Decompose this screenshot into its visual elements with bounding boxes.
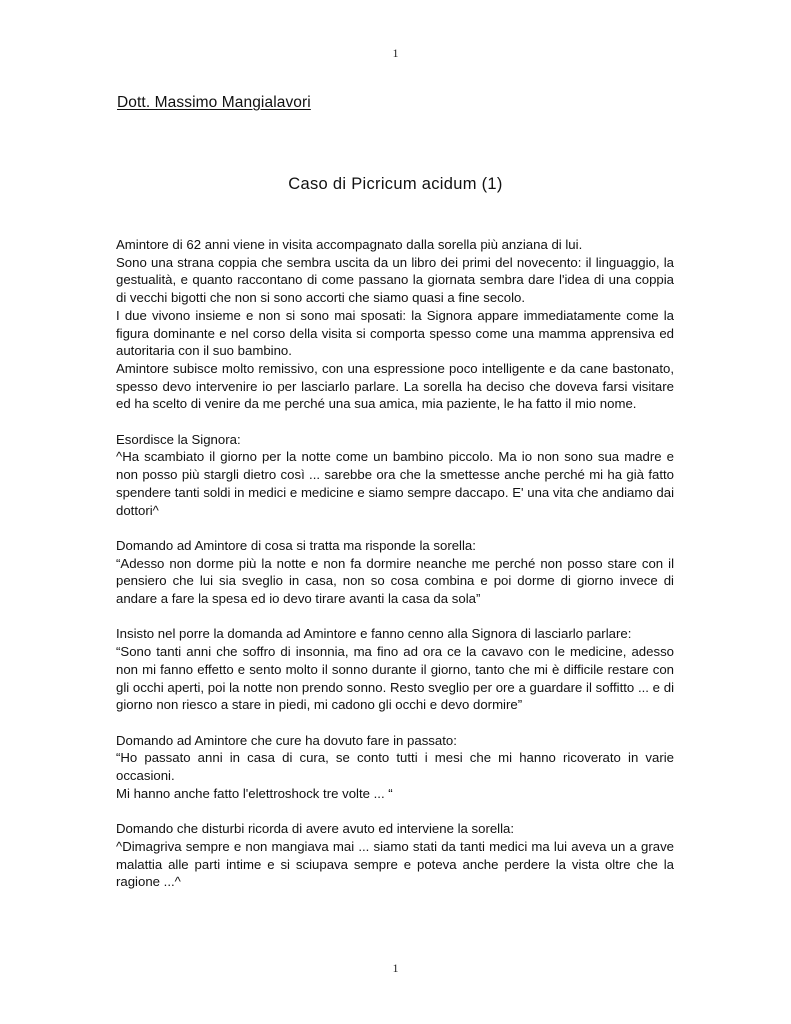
paragraph: Sono una strana coppia che sembra uscita da un libro dei primi del novecento: il linguaggio, la gestualità, e quanto raccontano di come passano la giornata sembra dare l'idea di una coppia di vecchi bigotti che non si sono accorti che siamo quasi a fine secolo. (116, 254, 674, 306)
paragraph-gap (116, 413, 674, 431)
paragraph: “Sono tanti anni che soffro di insonnia, ma fino ad ora ce la cavavo con le medicine, adesso non mi fanno effetto e sento molto il sonno durante il giorno, tanto che mi è difficile restare con gli occhi aperti, poi la notte non prendo sonno. Resto sveglio per ore a guardare il soffitto ... e di giorno non riesco a stare in piedi, mi cadono gli occhi e devo dormire” (116, 644, 674, 713)
paragraph-gap (116, 608, 674, 626)
paragraph: Amintore subisce molto remissivo, con una espressione poco intelligente e da cane bastonato, spesso devo intervenire io per lasciarlo parlare. La sorella ha deciso che doveva farsi visitare ed ha scelto di venire da me perché una sua amica, mia paziente, le ha fatto il mio nome. (116, 360, 674, 412)
paragraph-gap (116, 714, 674, 732)
author-name: Dott. Massimo Mangialavori (117, 94, 311, 111)
document-body (116, 236, 674, 891)
page-number-bottom: 1 (392, 961, 399, 975)
page-number-top: 1 (392, 46, 399, 60)
paragraph: Amintore di 62 anni viene in visita accompagnato dalla sorella più anziana di lui. (116, 237, 583, 252)
paragraph: Insisto nel porre la domanda ad Amintore e fanno cenno alla Signora di lasciarlo parlare: (116, 626, 632, 642)
paragraph: “Ho passato anni in casa di cura, se conto tutti i mesi che mi hanno ricoverato in varie occasioni. (116, 750, 674, 784)
paragraph: I due vivono insieme e non si sono mai sposati: la Signora appare immediatamente come la figura dominante e nel corso della visita si comporta spesso come una mamma apprensiva ed autoritaria con il suo bambino. (116, 307, 674, 359)
paragraph: Esordisce la Signora: (116, 431, 241, 447)
paragraph: Domando che disturbi ricorda di avere avuto ed interviene la sorella: (116, 821, 515, 837)
paragraph: “Adesso non dorme più la notte e non fa dormire neanche me perché non posso stare con il pensiero che lui sia sveglio in casa, non so cosa combina e poi dorme di giorno invece di andare a fare la spesa ed io devo tirare avanti la casa da sola” (116, 555, 674, 607)
document-title: Caso di Picricum acidum (1) (288, 175, 503, 193)
paragraph: Domando ad Amintore di cosa si tratta ma risponde la sorella: (116, 537, 476, 553)
paragraph-gap (116, 802, 674, 820)
paragraph: Domando ad Amintore che cure ha dovuto fare in passato: (116, 732, 457, 748)
paragraph: ^Dimagriva sempre e non mangiava mai ... siamo stati da tanti medici ma lui aveva un a grave malattia alle parti intime e si sciupava sempre e poteva anche perdere la vista oltre che la ragione ...^ (116, 838, 674, 890)
paragraph: Mi hanno anche fatto l'elettroshock tre volte ... “ (116, 785, 393, 801)
paragraph-gap (116, 519, 674, 537)
paragraph: ^Ha scambiato il giorno per la notte come un bambino piccolo. Ma io non sono sua madre e non posso più stargli dietro così ... sarebbe ora che la smettesse anche perché mi ha già fatto spendere tanti soldi in medici e medicine e siamo sempre daccapo. E' una vita che andiamo dai dottori^ (116, 449, 674, 518)
